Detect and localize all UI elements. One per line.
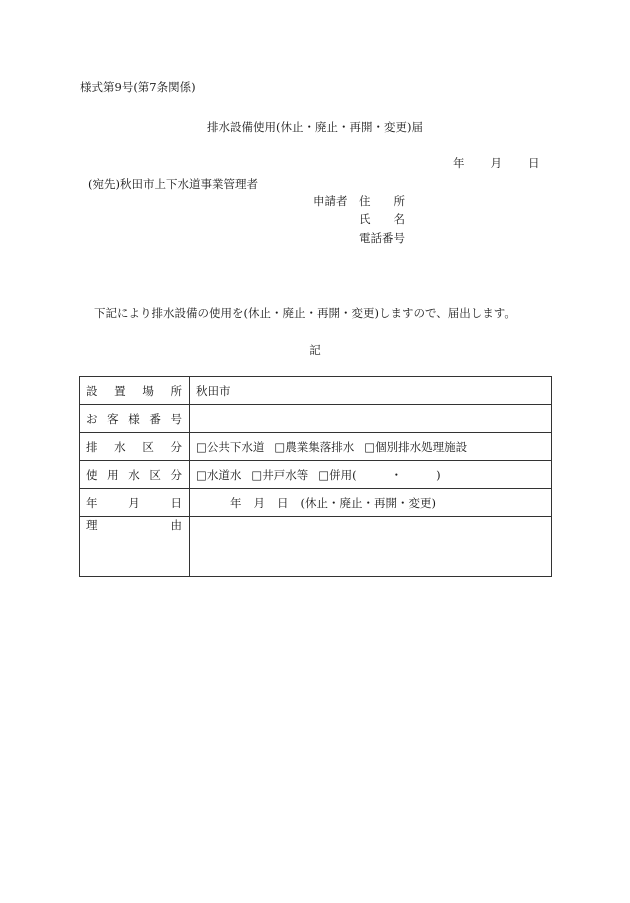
form-number: 様式第9号(第7条関係) xyxy=(80,80,196,94)
table-row-water-type xyxy=(80,461,552,489)
reason-value[interactable] xyxy=(190,517,552,577)
checkbox-public-sewer[interactable]: □公共下水道 xyxy=(196,439,265,454)
checkbox-well-water[interactable]: □井戸水等 xyxy=(251,467,309,482)
drainage-type-options xyxy=(190,433,552,461)
location-label: 設 置 場 所 xyxy=(80,377,190,405)
table-row-drainage-type xyxy=(80,433,552,461)
customer-number-value[interactable] xyxy=(190,405,552,433)
date-month: 月 xyxy=(490,156,502,170)
name-label: 氏 名 xyxy=(359,212,405,226)
combined-separator: ・ xyxy=(390,467,403,482)
addressee: (宛先)秋田市上下水道事業管理者 xyxy=(88,177,258,191)
water-type-options xyxy=(190,461,552,489)
phone-label: 電話番号 xyxy=(359,231,405,245)
address-label: 住 所 xyxy=(359,194,405,208)
customer-number-label: お 客 様 番 号 xyxy=(80,405,190,433)
location-value[interactable]: 秋田市 xyxy=(190,377,552,405)
table-row-location xyxy=(80,377,552,405)
table-row-customer-number xyxy=(80,405,552,433)
checkbox-individual-treatment[interactable]: □個別排水処理施設 xyxy=(364,439,468,454)
checkbox-combined[interactable]: □併用( xyxy=(318,467,357,482)
drainage-type-label: 排 水 区 分 xyxy=(80,433,190,461)
checkbox-rural-drainage[interactable]: □農業集落排水 xyxy=(274,439,355,454)
table-row-reason xyxy=(80,517,552,577)
date-year: 年 xyxy=(453,156,465,170)
body-text: 下記により排水設備の使用を(休止・廃止・再開・変更)しますので、届出します。 xyxy=(94,306,516,320)
date-value[interactable] xyxy=(190,489,552,517)
notification-table xyxy=(79,376,552,577)
checkbox-tap-water[interactable]: □水道水 xyxy=(196,467,242,482)
date-value-year: 年 xyxy=(230,495,242,510)
document-title: 排水設備使用(休止・廃止・再開・変更)届 xyxy=(207,120,423,134)
reason-label: 理 由 xyxy=(80,517,190,577)
ki-heading: 記 xyxy=(309,343,321,357)
date-label: 年 月 日 xyxy=(80,489,190,517)
date-value-day: 日 xyxy=(277,495,289,510)
date-value-note: (休止・廃止・再開・変更) xyxy=(300,495,436,510)
date-value-month: 月 xyxy=(253,495,265,510)
submission-date xyxy=(453,156,540,170)
table-row-date xyxy=(80,489,552,517)
applicant-label: 申請者 xyxy=(313,194,348,208)
water-type-label: 使 用 水 区 分 xyxy=(80,461,190,489)
combined-close: ) xyxy=(436,467,441,482)
date-day: 日 xyxy=(528,156,540,170)
